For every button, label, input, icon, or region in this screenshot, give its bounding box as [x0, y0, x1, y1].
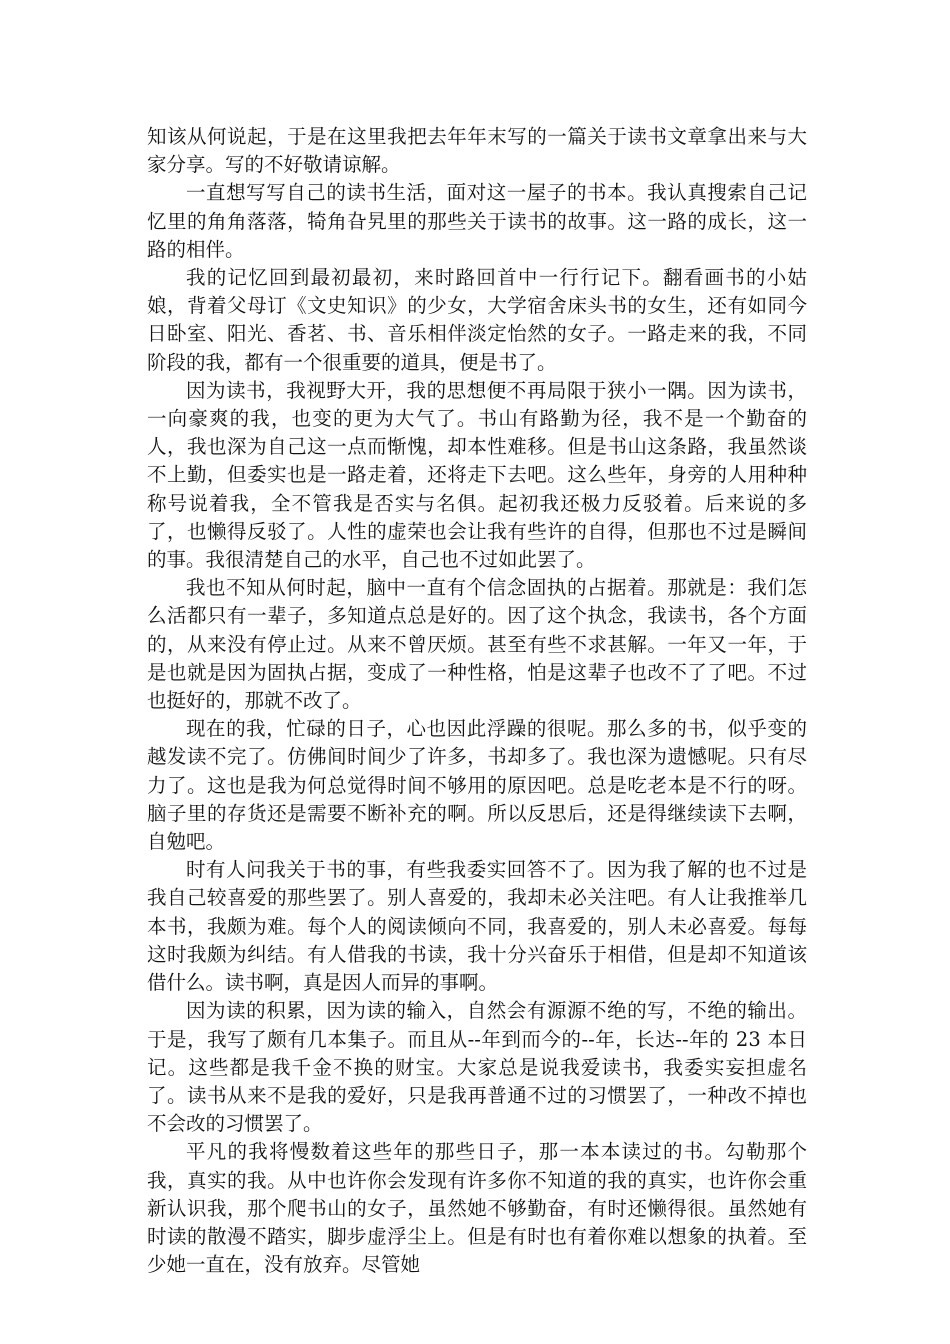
- paragraph-8: 因为读的积累，因为读的输入，自然会有源源不绝的写，不绝的输出。于是，我写了颇有几本集子。而且从--年到而今的--年，长达--年的 23 本日记。这些都是我千金不换的财宝。大家总是说我爱读书，我委实妄担虚名了。读书从来不是我的爱好，只是我再普通不过的习惯罢了，一种改不掉也不会改的习惯罢了。: [147, 999, 807, 1136]
- document-body: [147, 123, 807, 1279]
- paragraph-1: 知该从何说起，于是在这里我把去年年末写的一篇关于读书文章拿出来与大家分享。写的不好敬请谅解。: [147, 125, 807, 177]
- paragraph-5: 我也不知从何时起，脑中一直有个信念固执的占据着。那就是：我们怎么活都只有一辈子，多知道点总是好的。因了这个执念，我读书，各个方面的，从来没有停止过。从来不曾厌烦。甚至有些不求甚解。一年又一年，于是也就是因为固执占据，变成了一种性格，怕是这辈子也改不了了吧。不过也挺好的，那就不改了。: [147, 576, 807, 713]
- paragraph-2: 一直想写写自己的读书生活，面对这一屋子的书本。我认真搜索自己记忆里的角角落落，犄角旮旯里的那些关于读书的故事。这一路的成长，这一路的相伴。: [147, 181, 807, 261]
- paragraph-7: 时有人问我关于书的事，有些我委实回答不了。因为我了解的也不过是我自己较喜爱的那些罢了。别人喜爱的，我却未必关注吧。有人让我推举几本书，我颇为难。每个人的阅读倾向不同，我喜爱的，别人未必喜爱。每每这时我颇为纠结。有人借我的书读，我十分兴奋乐于相借，但是却不知道该借什么。读书啊，真是因人而异的事啊。: [147, 858, 807, 995]
- paragraph-4: 因为读书，我视野大开，我的思想便不再局限于狭小一隅。因为读书，一向豪爽的我，也变的更为大气了。书山有路勤为径，我不是一个勤奋的人，我也深为自己这一点而惭愧，却本性难移。但是书山这条路，我虽然谈不上勤，但委实也是一路走着，还将走下去吧。这么些年，身旁的人用种种称号说着我，全不管我是否实与名俱。起初我还极力反驳着。后来说的多了，也懒得反驳了。人性的虚荣也会让我有些许的自得，但那也不过是瞬间的事。我很清楚自己的水平，自己也不过如此罢了。: [147, 378, 807, 572]
- paragraph-6: 现在的我，忙碌的日子，心也因此浮躁的很呢。那么多的书，似乎变的越发读不完了。仿佛间时间少了许多，书却多了。我也深为遗憾呢。只有尽力了。这也是我为何总觉得时间不够用的原因吧。总是吃老本是不行的呀。脑子里的存货还是需要不断补充的啊。所以反思后，还是得继续读下去啊，自勉吧。: [147, 717, 807, 854]
- paragraph-9: 平凡的我将慢数着这些年的那些日子，那一本本读过的书。勾勒那个我，真实的我。从中也许你会发现有许多你不知道的我的真实，也许你会重新认识我，那个爬书山的女子，虽然她不够勤奋，有时还懒得很。虽然她有时读的散漫不踏实，脚步虚浮尘上。但是有时也有着你难以想象的执着。至少她一直在，没有放弃。尽管她: [147, 1140, 807, 1277]
- paragraph-3: 我的记忆回到最初最初，来时路回首中一行行记下。翻看画书的小姑娘，背着父母订《文史知识》的少女，大学宿舍床头书的女生，还有如同今日卧室、阳光、香茗、书、音乐相伴淡定怡然的女子。一路走来的我，不同阶段的我，都有一个很重要的道具，便是书了。: [147, 266, 807, 374]
